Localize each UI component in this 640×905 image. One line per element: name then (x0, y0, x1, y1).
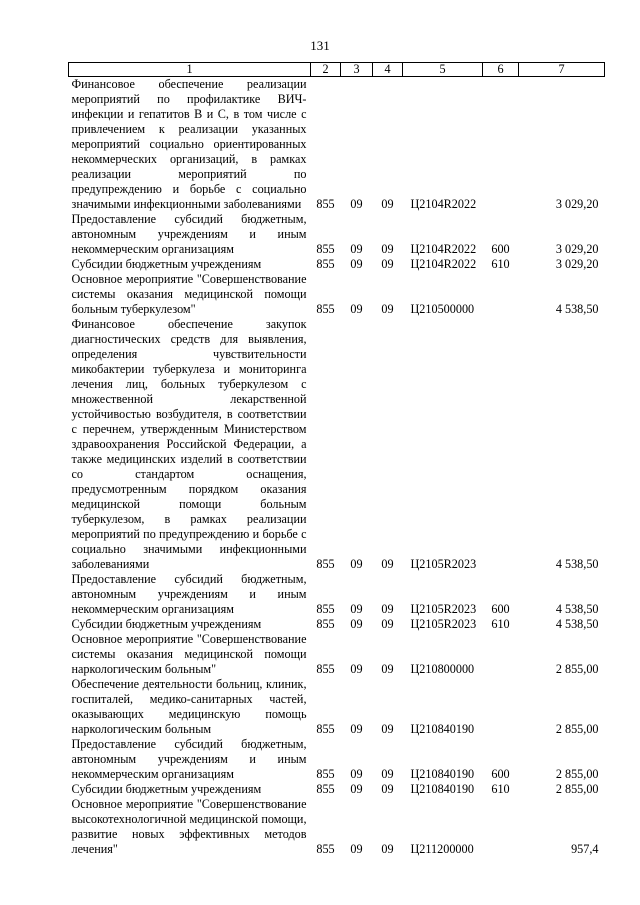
row-amount: 957,4 (571, 842, 599, 856)
row-subsection-code: 09 (381, 617, 394, 631)
row-target-article: Ц210840190 (410, 722, 475, 736)
row-ministry-code: 855 (316, 197, 335, 211)
table-row (69, 632, 605, 677)
row-amount: 3 029,20 (555, 197, 599, 211)
row-target-article: Ц2104R2022 (410, 242, 477, 256)
row-target-article: Ц2104R2022 (410, 197, 477, 211)
row-description: Основное мероприятие "Совершенствование высокотехнологичной медицинской помощи, развитие новых эффективных методов лечения" (71, 797, 307, 856)
header-col-1: 1 (69, 63, 311, 77)
row-section-code: 09 (350, 242, 363, 256)
row-description: Предоставление субсидий бюджетным, автономным учреждениям и иным некоммерческим организациям (71, 212, 307, 256)
row-ministry-code: 855 (316, 602, 335, 616)
row-ministry-code: 855 (316, 722, 335, 736)
table-row (69, 272, 605, 317)
row-section-code: 09 (350, 557, 363, 571)
row-amount: 2 855,00 (555, 722, 599, 736)
row-expense-type: 610 (491, 257, 510, 271)
row-expense-type: 600 (491, 602, 510, 616)
header-col-5: 5 (403, 63, 483, 77)
row-expense-type (483, 272, 519, 317)
row-target-article: Ц210840190 (410, 782, 475, 796)
row-subsection-code: 09 (381, 557, 394, 571)
row-subsection-code: 09 (381, 722, 394, 736)
table-row (69, 737, 605, 782)
row-description: Финансовое обеспечение реализации мероприятий по профилактике ВИЧ-инфекции и гепатитов В и С, в том числе с привлечением к реализации указанных мероприятий социально ориентированных некоммерческих организаций, в рамках реализации мероприятий по предупреждению и борьбе с социально значимыми инфекционными заболеваниями (71, 77, 307, 211)
table-row (69, 212, 605, 257)
row-subsection-code: 09 (381, 242, 394, 256)
row-section-code: 09 (350, 662, 363, 676)
table-row (69, 77, 605, 213)
row-amount: 2 855,00 (555, 767, 599, 781)
row-expense-type: 610 (491, 617, 510, 631)
row-target-article: Ц2105R2023 (410, 602, 477, 616)
row-expense-type: 610 (491, 782, 510, 796)
row-subsection-code: 09 (381, 782, 394, 796)
row-subsection-code: 09 (381, 302, 394, 316)
table-row (69, 782, 605, 797)
row-subsection-code: 09 (381, 842, 394, 856)
row-description: Основное мероприятие "Совершенствование системы оказания медицинской помощи больным туберкулезом" (71, 272, 307, 316)
row-target-article: Ц210800000 (410, 662, 475, 676)
table-row (69, 677, 605, 737)
row-target-article: Ц210840190 (410, 767, 475, 781)
row-subsection-code: 09 (381, 197, 394, 211)
row-ministry-code: 855 (316, 257, 335, 271)
table-row (69, 617, 605, 632)
row-section-code: 09 (350, 197, 363, 211)
row-ministry-code: 855 (316, 662, 335, 676)
header-col-6: 6 (483, 63, 519, 77)
row-target-article: Ц210500000 (410, 302, 475, 316)
table-row (69, 317, 605, 572)
row-description: Предоставление субсидий бюджетным, автономным учреждениям и иным некоммерческим организациям (71, 737, 307, 781)
row-amount: 3 029,20 (555, 257, 599, 271)
table-row (69, 572, 605, 617)
row-section-code: 09 (350, 767, 363, 781)
row-subsection-code: 09 (381, 662, 394, 676)
header-col-4: 4 (373, 63, 403, 77)
row-subsection-code: 09 (381, 602, 394, 616)
row-description: Субсидии бюджетным учреждениям (71, 617, 262, 631)
row-amount: 4 538,50 (555, 617, 599, 631)
row-target-article: Ц2105R2023 (410, 617, 477, 631)
header-col-7: 7 (519, 63, 605, 77)
header-col-3: 3 (341, 63, 373, 77)
row-ministry-code: 855 (316, 617, 335, 631)
row-amount: 4 538,50 (555, 302, 599, 316)
row-expense-type (483, 797, 519, 857)
row-expense-type (483, 632, 519, 677)
row-description: Основное мероприятие "Совершенствование системы оказания медицинской помощи наркологическим больным" (71, 632, 307, 676)
row-subsection-code: 09 (381, 257, 394, 271)
row-description: Субсидии бюджетным учреждениям (71, 257, 262, 271)
row-section-code: 09 (350, 257, 363, 271)
row-expense-type: 600 (491, 242, 510, 256)
header-row (69, 63, 605, 77)
budget-table (68, 62, 605, 857)
row-target-article: Ц2104R2022 (410, 257, 477, 271)
row-amount: 3 029,20 (555, 242, 599, 256)
row-description: Обеспечение деятельности больниц, клиник, госпиталей, медико-санитарных частей, оказывающих медицинскую помощь наркологическим больным (71, 677, 307, 736)
table-header (69, 63, 605, 77)
row-section-code: 09 (350, 602, 363, 616)
table-row (69, 257, 605, 272)
row-ministry-code: 855 (316, 782, 335, 796)
table-body (69, 77, 605, 858)
row-section-code: 09 (350, 782, 363, 796)
row-expense-type: 600 (491, 767, 510, 781)
row-amount: 4 538,50 (555, 557, 599, 571)
table-row (69, 797, 605, 857)
row-amount: 2 855,00 (555, 662, 599, 676)
row-subsection-code: 09 (381, 767, 394, 781)
page-number: 131 (310, 38, 330, 53)
row-amount: 2 855,00 (555, 782, 599, 796)
row-ministry-code: 855 (316, 242, 335, 256)
row-section-code: 09 (350, 842, 363, 856)
row-ministry-code: 855 (316, 557, 335, 571)
row-expense-type (483, 77, 519, 213)
row-section-code: 09 (350, 617, 363, 631)
row-expense-type (483, 317, 519, 572)
row-description: Финансовое обеспечение закупок диагностических средств для выявления, определения чувствительности микобактерии туберкулеза и мониторинга лечения лиц, больных туберкулезом с множественной лекарственной устойчивостью возбудителя, в соответствии с перечнем, утвержденным Министерством здравоохранения Российской Федерации, а также медицинских изделий в соответствии со стандартом оснащения, предусмотренным порядком оказания медицинской помощи больным туберкулезом, в рамках реализации мероприятий по предупреждению и борьбе с социально значимыми инфекционными заболеваниями (71, 317, 307, 571)
row-ministry-code: 855 (316, 842, 335, 856)
row-ministry-code: 855 (316, 767, 335, 781)
row-ministry-code: 855 (316, 302, 335, 316)
row-target-article: Ц2105R2023 (410, 557, 477, 571)
row-target-article: Ц211200000 (410, 842, 474, 856)
row-description: Предоставление субсидий бюджетным, автономным учреждениям и иным некоммерческим организациям (71, 572, 307, 616)
row-amount: 4 538,50 (555, 602, 599, 616)
row-description: Субсидии бюджетным учреждениям (71, 782, 262, 796)
row-section-code: 09 (350, 302, 363, 316)
row-expense-type (483, 677, 519, 737)
row-section-code: 09 (350, 722, 363, 736)
header-col-2: 2 (311, 63, 341, 77)
